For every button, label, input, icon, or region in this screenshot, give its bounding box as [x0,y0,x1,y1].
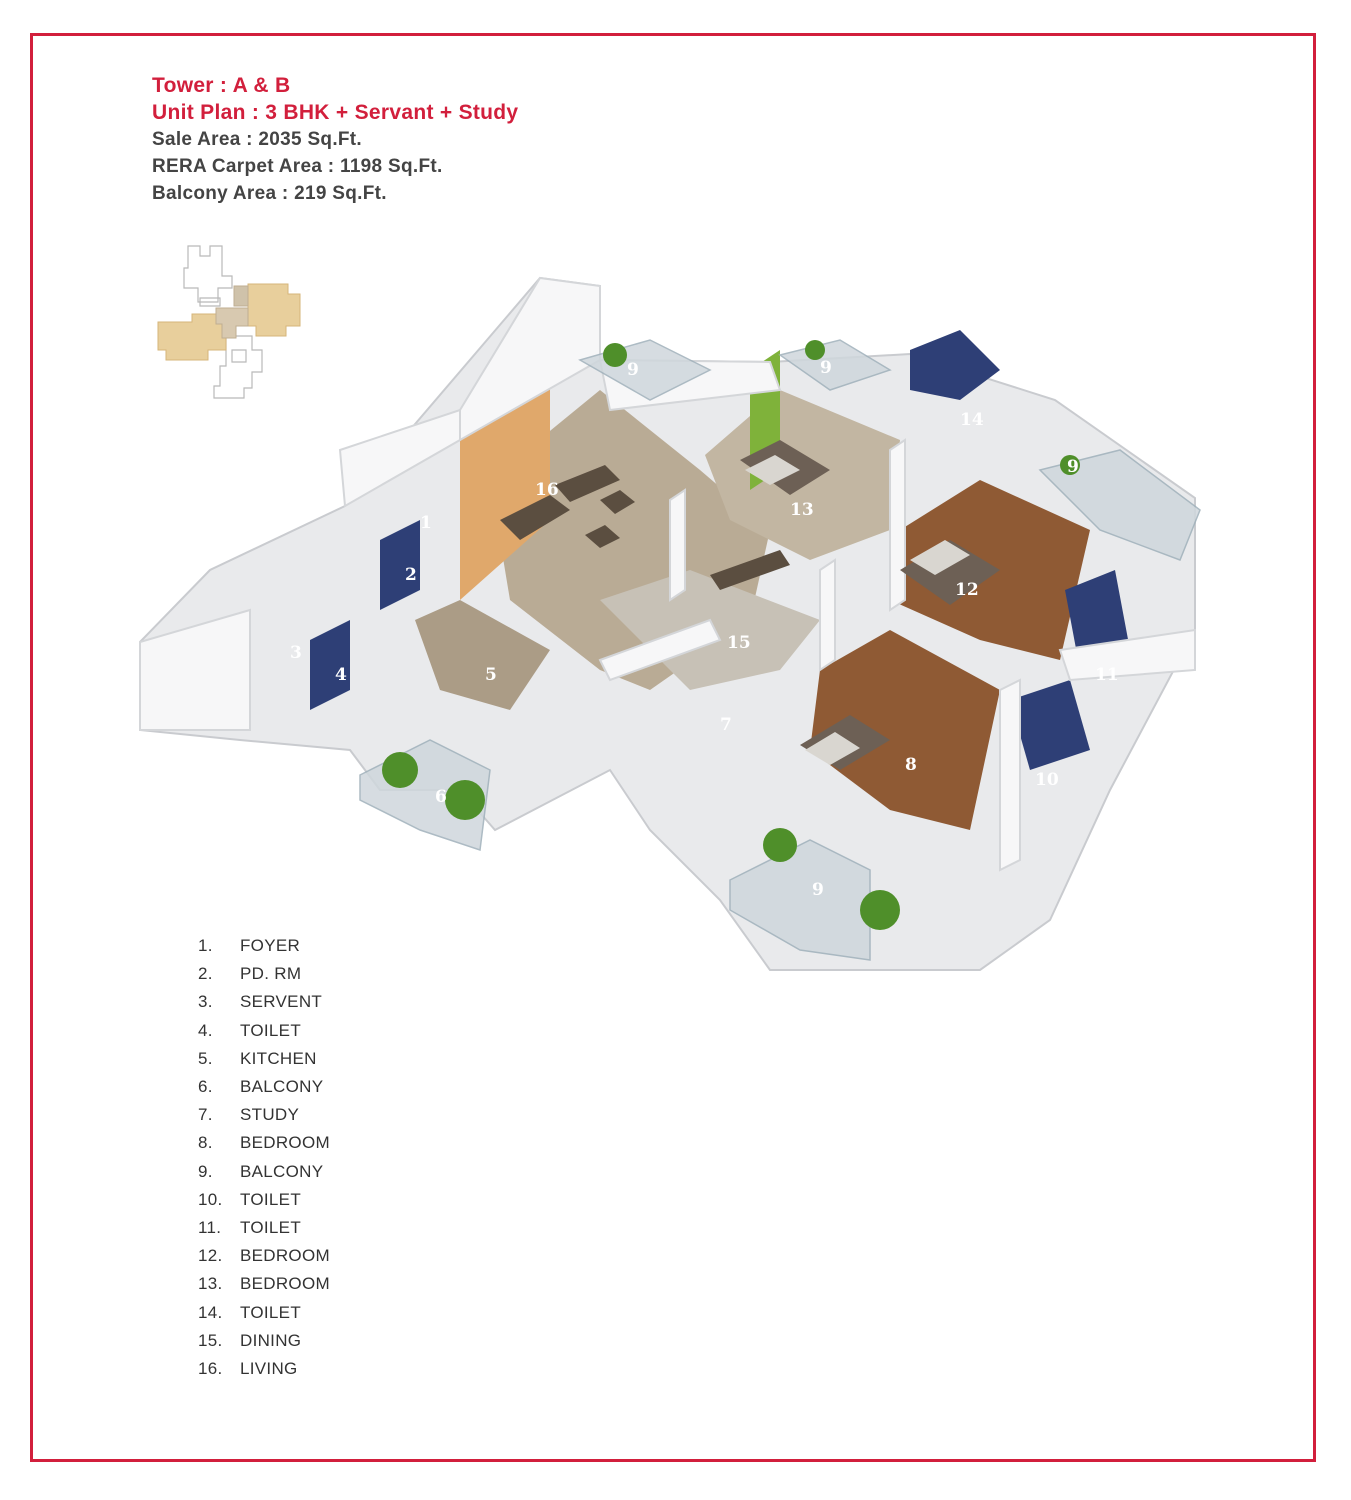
legend-item: 6. BALCONY [198,1077,324,1097]
floor-plan-3d-image [130,270,1230,980]
plan-label-16: 16 [535,480,559,500]
plan-label-9c: 9 [1067,457,1079,477]
legend-item: 7. STUDY [198,1105,300,1125]
plan-label-1: 1 [420,513,432,533]
plan-label-13: 13 [790,500,814,520]
plan-label-11: 11 [1095,665,1119,685]
legend-item: 12. BEDROOM [198,1246,330,1266]
plan-label-8: 8 [905,755,917,775]
plan-label-7: 7 [720,715,732,735]
sale-area: Sale Area : 2035 Sq.Ft. [152,129,363,150]
legend-item: 9. BALCONY [198,1161,324,1181]
plan-label-3: 3 [290,643,302,663]
balcony-area: Balcony Area : 219 Sq.Ft. [152,183,387,204]
carpet-area: RERA Carpet Area : 1198 Sq.Ft. [152,156,443,177]
legend-item: 5. KITCHEN [198,1048,317,1068]
plan-label-10: 10 [1035,770,1059,790]
legend-item: 10. TOILET [198,1189,302,1209]
legend-item: 3. SERVENT [198,992,323,1012]
plan-label-5: 5 [485,665,497,685]
legend-item: 2. PD. RM [198,964,302,984]
plan-label-4: 4 [335,665,347,685]
legend-item: 15. DINING [198,1330,302,1350]
legend-item: 16. LIVING [198,1358,298,1378]
plan-label-6: 6 [435,787,447,807]
legend-item: 11. TOILET [198,1217,302,1237]
plan-label-12: 12 [955,580,979,600]
plan-label-2: 2 [405,565,417,585]
legend-item: 8. BEDROOM [198,1133,330,1153]
room-legend [198,932,330,1383]
legend-item: 13. BEDROOM [198,1274,330,1294]
legend-item: 4. TOILET [198,1020,302,1040]
unit-header [152,72,518,207]
plan-label-15: 15 [727,633,751,653]
unit-plan-title: Unit Plan : 3 BHK + Servant + Study [152,101,519,124]
plan-label-9a: 9 [627,360,639,380]
tower-title: Tower : A & B [152,74,291,97]
legend-item: 14. TOILET [198,1302,302,1322]
plan-label-9b: 9 [820,358,832,378]
plan-label-9d: 9 [812,880,824,900]
legend-item: 1. FOYER [198,936,301,956]
plan-label-14: 14 [960,410,984,430]
